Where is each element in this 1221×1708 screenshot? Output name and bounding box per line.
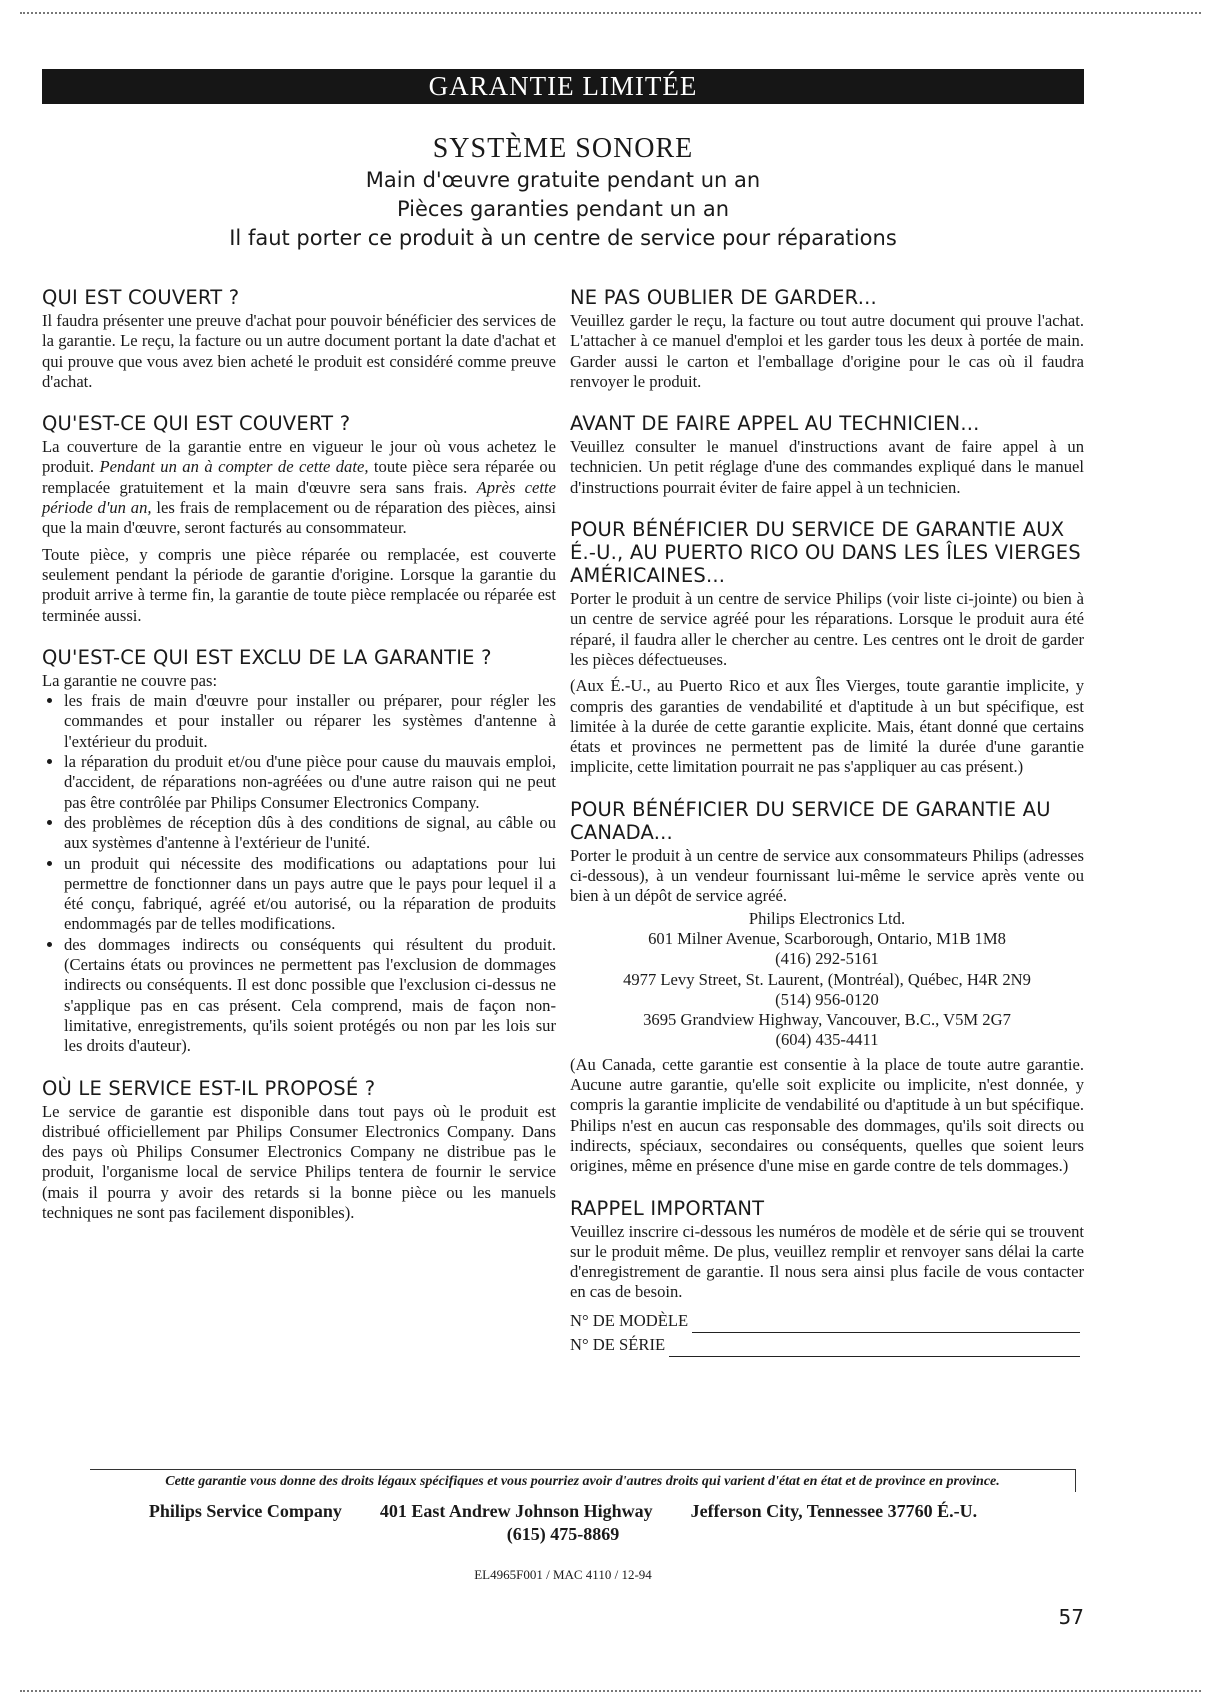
section-before-technician (570, 412, 1084, 498)
address-line: 4977 Levy Street, St. Laurent, (Montréal), Québec, H4R 2N9 (623, 969, 1031, 989)
hero-line-3: Il faut porter ce produit à un centre de service pour réparations (229, 226, 897, 250)
section-paragraph: Il faudra présenter une preuve d'achat pour pouvoir bénéficier des services de la garantie. Le reçu, la facture ou un autre document portant la date d'achat et qui prouve que vous avez bien acheté le produit est considéré comme preuve d'achat. (42, 311, 556, 391)
list-item: • des problèmes de réception dûs à des conditions de signal, au câble ou aux systèmes d'antenne à l'extérieur de l'unité. (64, 813, 556, 854)
right-column (570, 286, 1084, 1377)
section-exclusions (42, 646, 556, 1057)
italic-run: Pendant un an à compter de cette date, (99, 457, 369, 477)
exclusion-list (42, 691, 556, 1056)
list-item: • les frais de main d'œuvre pour installer ou préparer, pour régler les commandes et pour installer ou réparer les systèmes d'antenne à l'extérieur du produit. (64, 691, 556, 752)
section-heading: QU'EST-CE QUI EST COUVERT ? (42, 412, 351, 436)
model-number-field[interactable] (570, 1309, 1080, 1333)
list-item: • un produit qui nécessite des modifications ou adaptations pour lui permettre de fonctionner dans un pays autre que le pays pour lequel il a été conçu, fabriqué, agréé et/ou autorisé, ou la réparation de produits endommagés par de telles modifications. (64, 854, 556, 935)
section-paragraph: Porter le produit à un centre de service Philips (voir liste ci-jointe) ou bien à un centre de service agréé pour les réparations. Lorsque le produit aura été réparé, il faudra aller le chercher au centre. Les centres ont le droit de garder les pièces défectueuses. (570, 589, 1084, 669)
section-heading: QUI EST COUVERT ? (42, 286, 240, 309)
text-run: toute pièce sera réparée ou remplacée gratuitement et la main d'œuvre sera sans frais. (42, 457, 556, 497)
section-intro: La garantie ne couvre pas: (42, 670, 218, 690)
list-item: • des dommages indirects ou conséquents qui résultent du produit. (Certains états ou provinces ne permettent pas l'exclusion de dommages indirects ou conséquents. Il est donc possible que l'exclusion ci-dessus ne s'applique pas en cas présent. Cela comprend, mais de façon non-limitative, enregistrements, qu'ils soient protégés ou non par les lois sur les droits d'auteur). (64, 935, 556, 1057)
section-service-canada (570, 798, 1084, 1177)
hero-line-1: Main d'œuvre gratuite pendant un an (365, 168, 761, 192)
section-paragraph: Veuillez garder le reçu, la facture ou tout autre document qui prouve l'achat. L'attacher à ce manuel d'emploi et les garder tous les deux à portée de main. Garder aussi le carton et l'emballage d'origine pour le cas où il faudra renvoyer le produit. (570, 311, 1084, 391)
section-heading: NE PAS OUBLIER DE GARDER... (570, 286, 877, 309)
company-city: Jefferson City, Tennessee 37760 É.-U. (690, 1501, 978, 1521)
section-heading: POUR BÉNÉFICIER DU SERVICE DE GARANTIE AUX É.-U., AU PUERTO RICO OU DANS LES ÎLES VIERGES AMÉRICAINES... (570, 518, 1081, 588)
serial-number-field[interactable] (570, 1333, 1080, 1357)
phone-line: (604) 435-4411 (775, 1030, 879, 1050)
company-phone: (615) 475-8869 (506, 1524, 620, 1544)
section-heading: QU'EST-CE QUI EST EXCLU DE LA GARANTIE ? (42, 645, 492, 669)
section-paragraph: (Aux É.-U., au Puerto Rico et aux Îles Vierges, toute garantie implicite, y compris des garanties de vendabilité et d'aptitude à un but spécifique, est limitée à la durée de cette garantie explicite. Mais, étant donné que certains états et provinces ne permettent pas de limité la durée d'une garantie implicite, cette limitation pourrait ne pas s'appliquer au cas présent.) (570, 676, 1084, 777)
section-paragraph (42, 437, 556, 538)
product-title: SYSTÈME SONORE (432, 133, 694, 164)
section-heading: POUR BÉNÉFICIER DU SERVICE DE GARANTIE AU CANADA... (570, 797, 1051, 844)
company-name: Philips Service Company (148, 1501, 342, 1521)
address-line: 3695 Grandview Highway, Vancouver, B.C., V5M 2G7 (643, 1010, 1011, 1030)
section-heading: AVANT DE FAIRE APPEL AU TECHNICIEN... (570, 412, 980, 436)
page-banner: GARANTIE LIMITÉE (42, 69, 1084, 104)
section-who-covered (42, 286, 556, 392)
section-paragraph: Porter le produit à un centre de service aux consommateurs Philips (adresses ci-dessous), à un vendeur fournissant lui-même le service après vente ou bien à un dépôt de service agréé. (570, 845, 1084, 906)
section-heading: RAPPEL IMPORTANT (570, 1196, 765, 1220)
hero-block (42, 132, 1084, 253)
section-paragraph: Le service de garantie est disponible dans tout pays où le produit est distribué officiellement par Philips Consumer Electronics Company. Dans des pays où Philips Consumer Electronics Company ne distribue pas le produit, l'organisme local de service Philips tentera de fournir le service (mais il pourra y avoir des retards si la bonne pièce ou les manuels techniques ne sont pas facilement disponibles). (42, 1101, 556, 1222)
italic-run: Après cette période d'un an, (42, 477, 556, 518)
phone-line: (514) 956-0120 (775, 989, 879, 1009)
section-heading: OÙ LE SERVICE EST-IL PROPOSÉ ? (42, 1076, 376, 1100)
section-paragraph: Veuillez consulter le manuel d'instructions avant de faire appel à un technicien. Un petit réglage d'une des commandes expliqué dans le manuel d'instructions pourrait éviter de faire appel à un technicien. (570, 437, 1084, 497)
section-where-service (42, 1077, 556, 1224)
hero-line-2: Pièces garanties pendant un an (396, 197, 730, 221)
serial-number-label: N° DE SÉRIE (570, 1334, 666, 1354)
section-what-covered (42, 412, 556, 626)
text-run: La couverture de la garantie entre en vigueur le jour où vous achetez le produit. (42, 437, 556, 477)
page-number: 57 (1058, 1605, 1084, 1629)
scan-artifact-top (20, 12, 1201, 14)
section-service-us (570, 518, 1084, 778)
text-run: les frais de remplacement ou de réparation des pièces, ainsi que la main d'œuvre, seront facturés au consommateur. (42, 498, 556, 538)
company-street: 401 East Andrew Johnson Highway (379, 1501, 653, 1521)
document-code: EL4965F001 / MAC 4110 / 12-94 (474, 1567, 652, 1582)
section-keep (570, 286, 1084, 392)
legal-footnote: Cette garantie vous donne des droits légaux spécifiques et vous pourriez avoir d'autres droits qui varient d'état en état et de province en province. (90, 1469, 1076, 1492)
section-paragraph: (Au Canada, cette garantie est consentie à la place de toute autre garantie. Aucune autre garantie, qu'elle soit explicite ou implicite, n'est donnée, y compris la garantie implicite de vendabilité ou d'aptitude à un but spécifique. Philips n'est en aucun cas responsable des dommages, qu'ils soit directs ou indirects, spéciaux, secondaires ou conséquents, quelles que soient leurs origines, même en présence d'une mise en garde contre de tels dommages.) (570, 1054, 1084, 1176)
section-paragraph: Toute pièce, y compris une pièce réparée ou remplacée, est couverte seulement pendant la période de garantie d'origine. Lorsque la garantie du produit arrive à terme fin, la garantie de toute pièce remplacée ou réparée est terminée aussi. (42, 544, 556, 625)
address-line: Philips Electronics Ltd. (748, 908, 906, 928)
scan-artifact-bottom (20, 1690, 1201, 1692)
section-reminder (570, 1197, 1084, 1357)
phone-line: (416) 292-5161 (775, 949, 879, 969)
model-number-blank[interactable] (692, 1316, 1080, 1333)
serial-number-blank[interactable] (669, 1340, 1080, 1357)
section-paragraph: Veuillez inscrire ci-dessous les numéros de modèle et de série qui se trouvent sur le produit même. De plus, veuillez remplir et renvoyer sans délai la carte d'enregistrement de garantie. Il nous sera ainsi plus facile de vous contacter en cas de besoin. (570, 1221, 1084, 1302)
left-column (42, 286, 556, 1243)
service-footer (42, 1500, 1084, 1546)
list-item: • la réparation du produit et/ou d'une pièce pour cause du mauvais emploi, d'accident, de réparations non-agréées ou d'une autre raison qui ne peut pas être contrôlée par Philips Consumer Electronics Company. (64, 752, 556, 813)
address-line: 601 Milner Avenue, Scarborough, Ontario, M1B 1M8 (648, 928, 1006, 948)
model-number-label: N° DE MODÈLE (570, 1310, 689, 1330)
